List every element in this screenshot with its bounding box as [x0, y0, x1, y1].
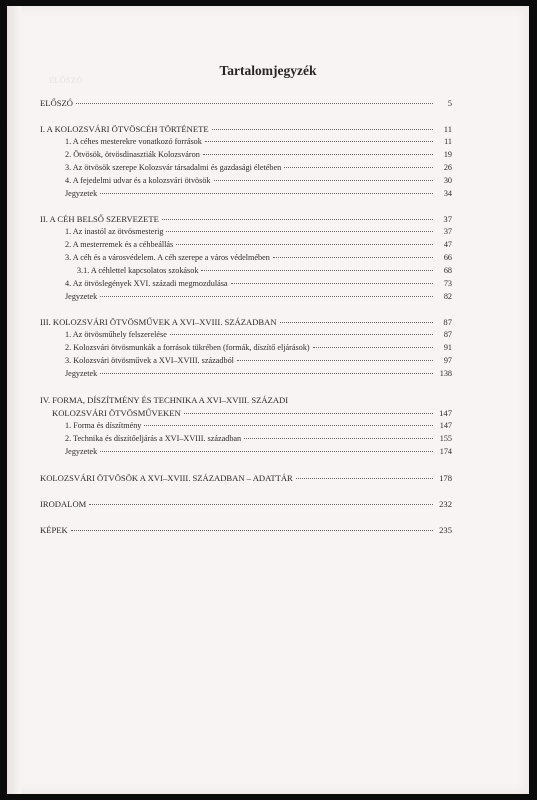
toc-entry-label: III. KOLOZSVÁRI ÖTVÖSMŰVEK A XVI–XVIII. SZÁZADBAN — [40, 317, 277, 327]
toc-entry — [65, 433, 452, 445]
toc-entry-label: 3. A céh és a városvédelem. A céh szerepe a város védelmében — [65, 253, 270, 262]
toc-entry-label: 1. Az ötvösműhely felszerelése — [65, 330, 167, 339]
toc-entry-label: Jegyzetek — [65, 447, 98, 456]
toc-entry-label: 3. Kolozsvári ötvösművek a XVI–XVIII. századból — [65, 356, 234, 365]
toc-entry-page: 91 — [443, 343, 452, 352]
toc-entry — [65, 368, 452, 380]
toc-entry-label: 2. A mesterremek és a céhbeállás — [65, 240, 174, 249]
toc-entry — [77, 265, 452, 277]
toc-entry-page: 232 — [439, 499, 452, 509]
toc-entry-page: 11 — [444, 137, 452, 146]
toc-entry-label: I. A KOLOZSVÁRI ÖTVÖSCÉH TÖRTÉNETE — [40, 124, 209, 134]
dot-leader — [71, 530, 433, 531]
toc-entry — [65, 420, 452, 432]
dot-leader — [166, 231, 433, 232]
toc-entry — [40, 498, 452, 510]
toc-entry-label: 3.1. A céhlettel kapcsolatos szokások — [77, 266, 199, 275]
toc-entry — [40, 123, 452, 135]
toc-entry-label: 4. A fejedelmi udvar és a kolozsvári ötvösök — [65, 176, 211, 185]
dot-leader — [100, 373, 433, 374]
toc-entry-label: 1. A céhes mesterekre vonatkozó források — [65, 137, 202, 146]
toc-entry-page: 147 — [439, 421, 452, 430]
dot-leader — [100, 451, 433, 452]
toc-entry — [40, 213, 452, 225]
dot-leader — [296, 478, 433, 479]
dot-leader — [170, 334, 433, 335]
toc-entry — [65, 175, 452, 187]
dot-leader — [201, 270, 433, 271]
toc-entry-page: 37 — [443, 214, 452, 224]
dot-leader — [280, 322, 433, 323]
dot-leader — [203, 154, 433, 155]
toc-entry-page: 34 — [443, 189, 452, 198]
toc-entry-label: KOLOZSVÁRI ÖTVÖSÖK A XVI–XVIII. SZÁZADBAN – ADATTÁR — [40, 473, 293, 483]
dot-leader — [162, 219, 433, 220]
dot-leader — [100, 193, 433, 194]
toc-entry-label: IRODALOM — [40, 499, 87, 509]
page-title: Tartalomjegyzék — [219, 63, 317, 78]
toc-entry — [40, 394, 452, 406]
dot-leader — [231, 283, 433, 284]
dot-leader — [313, 347, 433, 348]
toc-entry-page: 147 — [439, 408, 452, 418]
toc-entry-label: 4. Az ötvöslegények XVI. századi megmozdulása — [65, 279, 228, 288]
toc-entry-label: Jegyzetek — [65, 369, 98, 378]
toc-entry — [52, 407, 452, 419]
toc-entry-label: IV. FORMA, DÍSZÍTMÉNY ÉS TECHNIKA A XVI–XVIII. SZÁZADI — [40, 395, 289, 405]
toc-entry-page: 97 — [443, 356, 452, 365]
dot-leader — [144, 425, 433, 426]
toc-entry-label: 1. Forma és díszítmény — [65, 421, 142, 430]
dot-leader — [205, 141, 433, 142]
toc-entry-page: 30 — [443, 176, 452, 185]
toc-entry-label: Jegyzetek — [65, 189, 98, 198]
toc-entry-label: ELŐSZÓ — [40, 98, 73, 108]
dot-leader — [284, 167, 433, 168]
dot-leader — [76, 103, 433, 104]
dot-leader — [273, 257, 433, 258]
toc-entry-page: 47 — [443, 240, 452, 249]
toc-entry — [65, 291, 452, 303]
toc-entry-page: 178 — [439, 473, 452, 483]
toc-entry-label: 2. Ötvösök, ötvösdinasztiák Kolozsváron — [65, 150, 200, 159]
dot-leader — [237, 360, 433, 361]
toc-entry-page: 68 — [443, 266, 452, 275]
toc-entry-page: 235 — [439, 525, 452, 535]
toc-entry-page: 138 — [439, 369, 452, 378]
toc-entry-page: 155 — [439, 434, 452, 443]
toc-entry-page: 87 — [443, 330, 452, 339]
toc-entry — [40, 97, 452, 109]
toc-entry — [65, 136, 452, 148]
toc-entry-label: Jegyzetek — [65, 292, 98, 301]
toc-entry-label: KÉPEK — [40, 525, 68, 535]
toc-entry-page: 82 — [443, 292, 452, 301]
toc-entry-label: 3. Az ötvösök szerepe Kolozsvár társadalmi és gazdasági életében — [65, 163, 282, 172]
toc-entry — [65, 446, 452, 458]
toc-entry — [65, 162, 452, 174]
toc-entry-page: 37 — [443, 227, 452, 236]
dot-leader — [214, 180, 433, 181]
toc-entry — [40, 524, 452, 536]
dot-leader — [176, 244, 433, 245]
toc-entry-page: 19 — [443, 150, 452, 159]
toc-entry-label: 2. Kolozsvári ötvösmunkák a források tükrében (formák, díszítő eljárások) — [65, 343, 310, 352]
toc-entry — [65, 342, 452, 354]
dot-leader — [89, 504, 433, 505]
toc-entry-page: 26 — [443, 163, 452, 172]
dot-leader — [244, 438, 433, 439]
toc-entry-page: 66 — [443, 253, 452, 262]
dot-leader — [100, 296, 433, 297]
toc-entry — [65, 239, 452, 251]
toc-entry — [65, 226, 452, 238]
toc-entry — [65, 252, 452, 264]
dot-leader — [184, 413, 433, 414]
toc-entry-page: 174 — [439, 447, 452, 456]
toc-entry — [65, 149, 452, 161]
toc-entry-page: 87 — [443, 317, 452, 327]
toc-entry-label: II. A CÉH BELSŐ SZERVEZETE — [40, 214, 159, 224]
book-page — [7, 6, 529, 794]
toc-entry — [40, 316, 452, 328]
table-of-contents — [7, 6, 529, 794]
toc-entry — [65, 355, 452, 367]
dot-leader — [212, 129, 433, 130]
toc-entry-label: 2. Technika és díszítőeljárás a XVI–XVIII. században — [65, 434, 242, 443]
toc-entry — [65, 329, 452, 341]
toc-entry — [65, 278, 452, 290]
toc-entry-page: 5 — [447, 98, 452, 108]
toc-entry — [65, 188, 452, 200]
toc-entry-page: 11 — [443, 124, 452, 134]
toc-entry-label: KOLOZSVÁRI ÖTVÖSMŰVEKEN — [52, 408, 181, 418]
toc-entry-page: 73 — [443, 279, 452, 288]
toc-entry-label: 1. Az inastól az ötvösmesterig — [65, 227, 164, 236]
faint-show-through-text: ELŐSZÓ — [49, 76, 83, 85]
toc-entry — [40, 472, 452, 484]
